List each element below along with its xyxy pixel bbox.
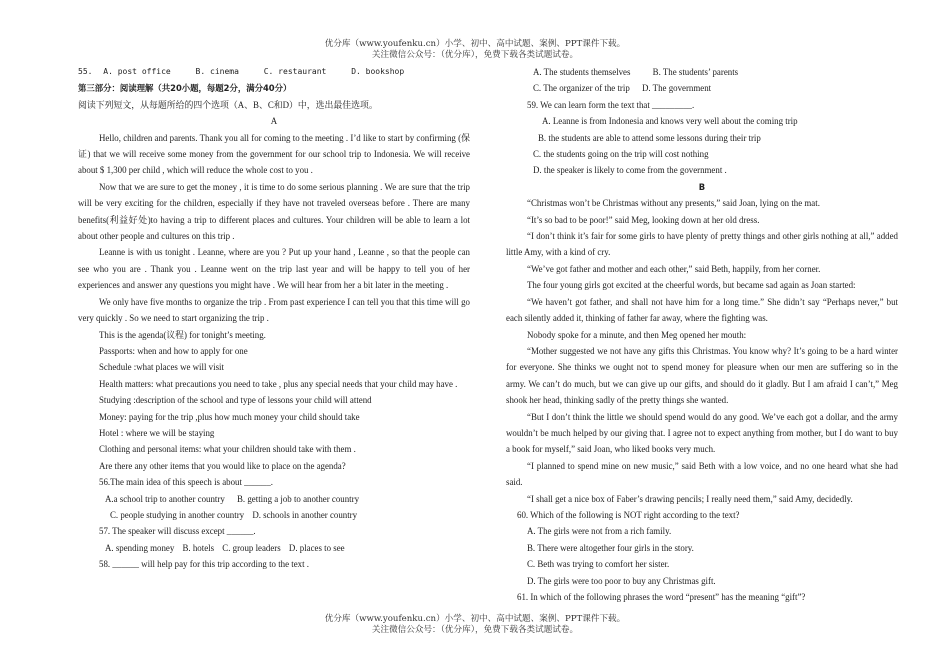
q59-option-d: D. the speaker is likely to come from the government .: [533, 165, 727, 176]
right-column: [506, 64, 898, 605]
q55-option-a: A. post office: [103, 67, 171, 76]
q60-option-b: B. There were altogether four girls in the story.: [527, 542, 694, 553]
question-55: [78, 64, 470, 80]
q57-stem: 57. The speaker will discuss except ______.: [99, 526, 256, 537]
q57-options: [78, 540, 470, 556]
q55-option-c: C. restaurant: [263, 67, 327, 76]
q58-options-row-2: [506, 80, 898, 96]
passage-b-paragraph: “We’ve got father and mother and each other,” said Beth, happily, from her corner.: [527, 263, 821, 274]
footer-line-2: 关注微信公众号：（优分库），免费下载各类试题试卷。: [371, 625, 579, 635]
q60-option-a: A. The girls were not from a rich family.: [527, 526, 672, 537]
passage-a-label: A: [270, 116, 278, 127]
header-line-1: 优分库（www.youfenku.cn）小学、初中、高中试题、案例、PPT课件下载。: [324, 39, 626, 49]
passage-b-paragraph: “It’s so bad to be poor!” said Meg, looking down at her old dress.: [527, 214, 760, 225]
q56-options-row-2: [78, 507, 470, 523]
page-footer: [0, 614, 950, 636]
agenda-item: Money: paying for the trip ,plus how much money your child should take: [99, 411, 360, 422]
passage-b-paragraph: “Christmas won’t be Christmas without any presents,” said Joan, lying on the mat.: [527, 198, 820, 209]
q59-option-a: A. Leanne is from Indonesia and knows very well about the coming trip: [542, 116, 798, 127]
q55-option-b: B. cinema: [195, 67, 239, 76]
q56-stem: 56.The main idea of this speech is about ______.: [99, 477, 274, 488]
q60-option-c: C. Beth was trying to comfort her sister.: [527, 559, 670, 570]
header-line-2: 关注微信公众号：（优分库），免费下载各类试题试卷。: [371, 50, 579, 60]
q58-option-a: A. The students themselves: [533, 67, 631, 77]
q58-options-row-1: [506, 64, 898, 80]
q58-stem: 58. ______ will help pay for this trip according to the text .: [99, 559, 310, 570]
q55-option-d: D. bookshop: [351, 67, 405, 76]
passage-b-paragraph: Nobody spoke for a minute, and then Meg opened her mouth:: [527, 329, 747, 340]
passage-b-paragraph: The four young girls got excited at the cheerful words, but became sad again as Joan started:: [527, 280, 856, 291]
passage-b-paragraph: “Mother suggested we not have any gifts this Christmas. You know why? It’s going to be a hard winter for everyone. She thinks we ought not to spend money for pleasure when our men are suffering so in the army. We can’t do much, but we can give up our gifts, and should do it gladly. But I am afraid I can’t,” Meg shook her head, thinking sadly of the pretty things she wanted.: [506, 345, 898, 406]
q59-option-c: C. the students going on the trip will cost nothing: [533, 149, 709, 160]
passage-a-paragraph: We only have five months to organize the trip . From past experience I can tell you that this time will go very quickly . So we need to start organizing the trip .: [78, 296, 470, 324]
q57-option-d: D. places to see: [288, 542, 345, 553]
agenda-item: Studying :description of the school and type of lessons your child will attend: [99, 395, 372, 406]
section-instruction: 阅读下列短文，从每题所给的四个选项（A、B、C和D）中，选出最佳选项。: [78, 99, 378, 110]
q55-number: 55.: [78, 67, 93, 76]
passage-a-paragraph: Hello, children and parents. Thank you all for coming to the meeting . I’d like to start by confirming (保证) that we will receive some money from the government for our school trip to Indonesia. We will receive about $ 1,300 per child , which will reduce the whole cost to you .: [78, 132, 470, 176]
passage-a-paragraph: Now that we are sure to get the money , it is time to do some serious planning . We are sure that the trip will be very exciting for the children, especially if they have not traveled overseas before . There are many benefits(利益好处)to having a trip to different places and cultures. Your children will be able to learn a lot about other people and cultures on this trip .: [78, 181, 470, 242]
agenda-item: Are there any other items that you would like to place on the agenda?: [99, 460, 346, 471]
left-column: [78, 64, 470, 573]
q58-option-c: C. The organizer of the trip: [533, 83, 630, 94]
passage-b-paragraph: “I don’t think it’s fair for some girls to have plenty of pretty things and other girls nothing at all,” added little Amy, with a kind of cry.: [506, 231, 898, 258]
passage-b-paragraph: “I shall get a nice box of Faber’s drawing pencils; I really need them,” said Amy, decidedly.: [527, 493, 853, 504]
passage-b-paragraph: “But I don’t think the little we should spend would do any good. We’ve each got a dollar, and the army wouldn’t be much helped by our giving that. I agree not to expect anything from mother, but I do want to buy a book for myself,” said Joan, who liked books very much.: [506, 411, 898, 455]
q56-options-row-1: [78, 491, 470, 507]
q58-option-d: D. The government: [642, 83, 712, 94]
q56-option-a: A.a school trip to another country: [105, 493, 225, 504]
q61-stem: 61. In which of the following phrases the word “present” has the meaning “gift”?: [517, 592, 806, 602]
q56-option-c: C. people studying in another country: [110, 509, 245, 520]
passage-b-paragraph: “I planned to spend mine on new music,” said Beth with a low voice, and no one heard what she had said.: [506, 460, 898, 488]
q57-option-c: C. group leaders: [222, 542, 281, 553]
q56-option-b: B. getting a job to another country: [237, 493, 360, 504]
agenda-intro: This is the agenda(议程) for tonight’s meeting.: [99, 329, 266, 340]
q56-option-d: D. schools in another country: [252, 509, 358, 520]
footer-line-1: 优分库（www.youfenku.cn）小学、初中、高中试题、案例、PPT课件下载。: [324, 614, 626, 624]
q57-option-b: B. hotels: [182, 542, 215, 553]
q58-option-b: B. The students’ parents: [652, 67, 739, 77]
passage-b-label: B: [698, 181, 706, 192]
agenda-item: Clothing and personal items: what your children should take with them .: [99, 444, 356, 455]
q59-option-b: B. the students are able to attend some lessons during their trip: [538, 132, 761, 143]
page-header: [0, 39, 950, 61]
q59-stem: 59. We can learn form the text that _________.: [527, 99, 695, 110]
agenda-item: Health matters: what precautions you need to take , plus any special needs that your child may have .: [99, 378, 458, 389]
q57-option-a: A. spending money: [105, 542, 175, 553]
passage-b-paragraph: “We haven’t got father, and shall not have him for a long time.” She didn’t say “Perhaps never,” but each silently added it, thinking of father far away, where the fighting was.: [506, 296, 898, 324]
agenda-item: Schedule :what places we will visit: [99, 362, 224, 373]
agenda-item: Hotel : where we will be staying: [99, 427, 215, 438]
q60-option-d: D. The girls were too poor to buy any Christmas gift.: [527, 575, 716, 586]
q60-stem: 60. Which of the following is NOT right according to the text?: [517, 509, 740, 520]
agenda-item: Passports: when and how to apply for one: [99, 345, 248, 356]
section-title: 第三部分：阅读理解（共20小题，每题2分，满分40分）: [78, 83, 292, 94]
passage-a-paragraph: Leanne is with us tonight . Leanne, where are you ? Put up your hand , Leanne , so that the people can see who you are . Thank you . Leanne went on the trip last year and will be happy to tell you of her experiences and answer any questions you might have . We will hear from her a bit later in the meeting .: [78, 247, 470, 291]
